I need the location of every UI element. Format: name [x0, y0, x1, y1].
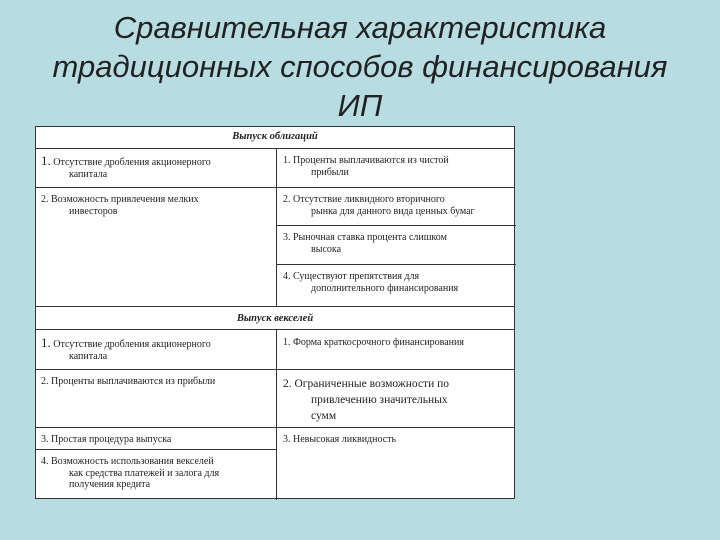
column-divider	[276, 148, 277, 306]
bills-heading: Выпуск векселей	[236, 313, 314, 324]
bonds-advantage-1: 1. Отсутствие дробления акционерного капитала	[41, 153, 211, 180]
divider	[36, 187, 514, 188]
divider	[36, 329, 514, 330]
bonds-advantage-2: 2. Возможность привлечения мелких инвесторов	[41, 194, 199, 217]
bonds-disadvantage-1: 1. Проценты выплачиваются из чистой прибыли	[283, 155, 449, 178]
divider	[36, 449, 276, 450]
divider	[276, 264, 516, 265]
bonds-heading: Выпуск облигаций	[232, 131, 318, 142]
bonds-disadvantage-2: 2. Отсутствие ликвидного вторичного рынка для данного вида ценных бумаг	[283, 194, 475, 217]
bonds-disadvantage-3: 3. Рыночная ставка процента слишком высока	[283, 232, 447, 255]
divider	[276, 225, 516, 226]
bills-disadvantage-3: 3. Невысокая ликвидность	[283, 434, 397, 445]
bills-advantage-2: 2. Проценты выплачиваются из прибыли	[41, 376, 216, 387]
column-divider	[276, 329, 277, 500]
comparison-table	[35, 126, 515, 499]
bills-disadvantage-2: 2. Ограниченные возможности по привлечению значительных сумм	[283, 378, 450, 422]
divider	[36, 427, 514, 428]
bonds-disadvantage-4: 4. Существуют препятствия для дополнительного финансирования	[283, 271, 459, 294]
bills-advantage-3: 3. Простая процедура выпуска	[41, 434, 172, 445]
title-line-3: ИП	[337, 88, 383, 123]
title-line-1: Сравнительная характеристика	[113, 10, 607, 45]
bills-advantage-4: 4. Возможность использования векселей как средства платежей и залога для получения кредита	[41, 456, 220, 490]
bills-disadvantage-1: 1. Форма краткосрочного финансирования	[283, 337, 464, 348]
bills-advantage-1: 1. Отсутствие дробления акционерного капитала	[41, 335, 211, 362]
divider	[36, 369, 514, 370]
slide-title	[0, 8, 720, 125]
divider	[36, 148, 514, 149]
title-line-2: традиционных способов финансирования	[52, 49, 668, 84]
divider	[36, 306, 514, 307]
